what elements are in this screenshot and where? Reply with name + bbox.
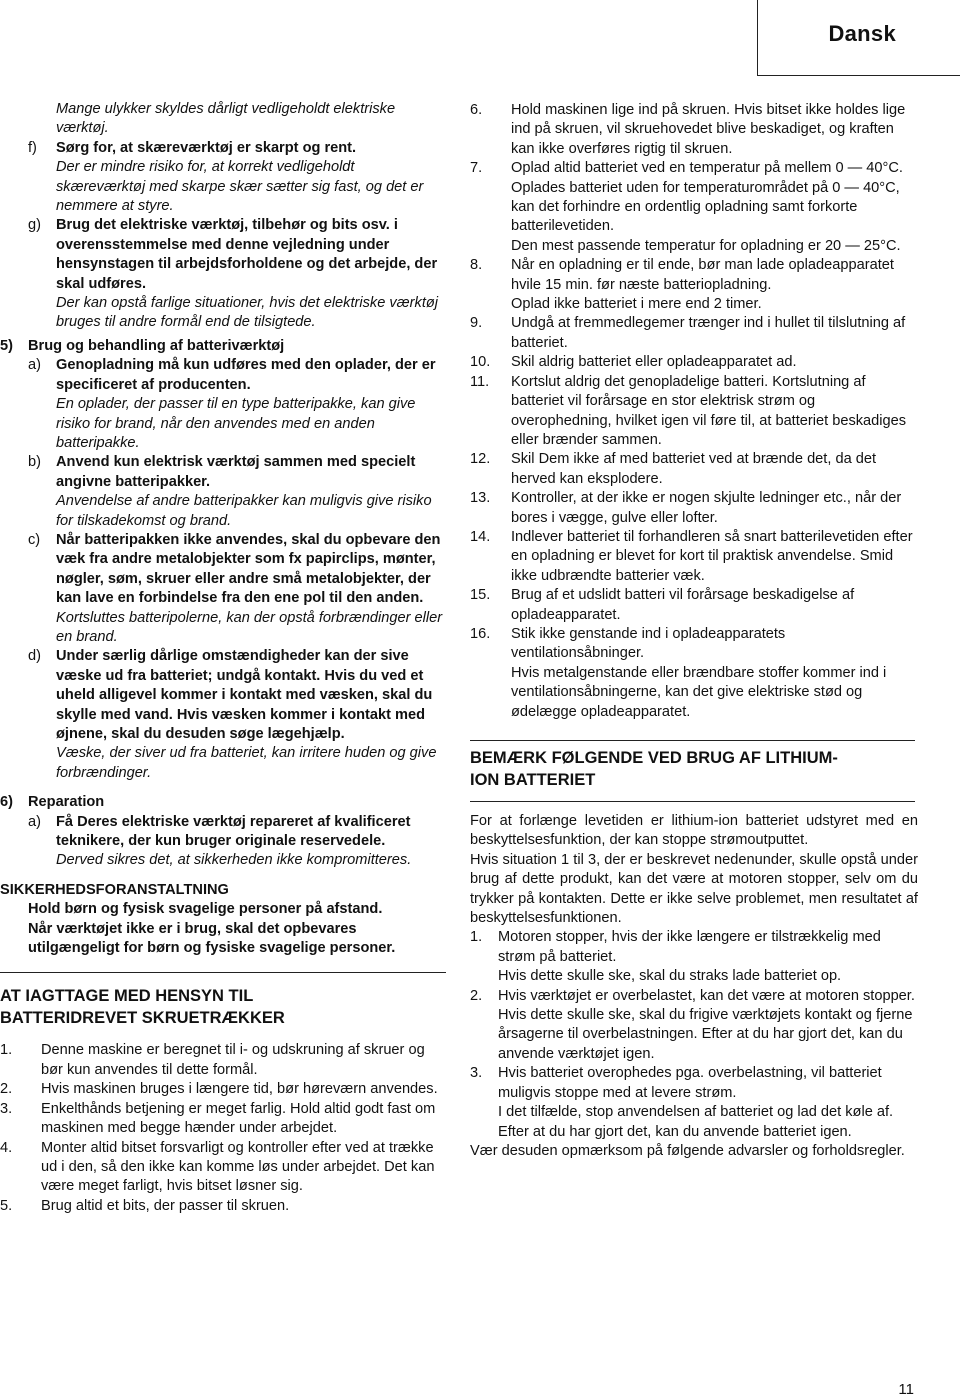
right-list-item: 9. Undgå at fremmedlegemer trænger ind i hullet til tilslutning af batteriet. [470,315,906,351]
item-5d: d) Under særlig dårlige omstændigheder kan der sive væske ud fra batteriet; undgå kontakt. Hvis du ved et uheld alligevel kommer i kontakt med væsken, skal du skylle med vand. Hvis væsken kommer i kontakt med øjnene, skal du desuden søge lægehjælp. Væske, der siver ud fra batteriet, kan irritere huden og give forbrændinger. [28,648,437,781]
lithium-list-item: 2. Hvis værktøjet er overbelastet, kan det være at motoren stopper. Hvis dette skulle ske, skal du frigive værktøjets kontakt og fjerne årsagerne til overbelastningen. Efter at du har gjort det, kan du anvende værktøjet igen. [470,987,915,1062]
section-heading-battery-screwdriver: AT IAGTTAGE MED HENSYN TIL BATTERIDREVET SKRUETRÆKKER [0,987,285,1028]
right-list-item: 6. Hold maskinen lige ind på skruen. Hvis bitset ikke holdes lige ind på skruen, vil skruehovedet blive beskadiget, og kraften kan ikke overføres rigtig til skruen. [470,102,906,157]
left-numbered-list [0,1041,446,1216]
language-tab [757,0,960,76]
right-list-item: 16. Stik ikke genstande ind i opladeapparatets ventilationsåbninger. Hvis metalgenstande eller brændbare stoffer kommer ind i ventilationsåbningerne, kan det give elektriske stød og ødelægge opladeapparatet. [470,625,887,720]
lithium-outro: Vær desuden opmærksom på følgende advarsler og forholdsregler. [470,1142,905,1159]
lithium-intro-1: For at forlænge levetiden er lithium-ion batteriet udstyret med en beskyttelsesfunktion, der kan stoppe strømoutputtet. [470,813,918,849]
left-list-item: 1. Denne maskine er beregnet til i- og udskruning af skruer og bør kun anvendes til dette formål. [0,1042,425,1078]
right-numbered-list [470,101,918,722]
lithium-list [470,928,918,1141]
language-label: Dansk [828,21,896,46]
section-6: 6) Reparation [0,794,105,811]
section-5: 5) Brug og behandling af batteriværktøj [0,337,285,354]
item-6a: a) Få Deres elektriske værktøj repareret af kvalificeret teknikere, der kun bruger originale reservedele. Derved sikres det, at sikkerheden ikke kompromitteres. [28,813,412,869]
page-number: 11 [898,1381,914,1398]
divider-right [470,740,915,741]
right-list-item: 13. Kontroller, at der ikke er nogen skjulte ledninger etc., når der bores i vægge, gulve eller lofter. [470,490,902,526]
left-list-item: 4. Monter altid bitset forsvarligt og kontroller efter ved at trække ud i den, så den ikke kan komme løs under arbejdet. Det kan være meget farligt, hvis bitset løsner sig. [0,1139,435,1195]
safety-title: SIKKERHEDSFORANSTALTNING [0,881,229,898]
section-heading-lithium-ion: BEMÆRK FØLGENDE VED BRUG AF LITHIUM-ION BATTERIET [470,749,838,789]
safety-line-1: Hold børn og fysisk svagelige personer på afstand. [28,901,383,918]
intro-italic: Mange ulykker skyldes dårligt vedligeholdt elektriske værktøj. [56,101,396,137]
lithium-intro-2: Hvis situation 1 til 3, der er beskrevet nedenunder, skulle opstå under brug af dette produkt, kan det være at motoren stopper, selv om du trykker på kontakten. Dette er ikke selve problemet, men resultatet af beskyttelsesfunktionen. [470,851,918,927]
right-list-item: 15. Brug af et udslidt batteri vil forårsage beskadigelse af opladeapparatet. [470,587,855,623]
left-list-item: 3. Enkelthånds betjening er meget farlig. Hold altid godt fast om maskinen med begge hænder under arbejdet. [0,1100,436,1137]
right-list-item: 14. Indlever batteriet til forhandleren så snart batterilevetiden efter en opladning er blevet for kort til praktisk anvendelse. Smid ikke udbrændte batterier væk. [470,528,913,584]
right-list-item: 8. Når en opladning er til ende, bør man lade opladeapparatet hvile 15 min. før næste batteriopladning. Oplad ikke batteriet i mere end 2 timer. [470,257,894,313]
divider-right-2 [470,801,915,802]
right-list-item: 7. Oplad altid batteriet ved en temperatur på mellem 0 — 40°C. Oplades batteriet uden for temperaturområdet på 0 — 40°C, kan det forhindre en ordentlig opladning samt forkorte batterilevetiden. Den mest passende temperatur for opladning er 20 — 25°C. [470,160,903,254]
divider-left [0,972,446,973]
item-5a: a) Genopladning må kun udføres med den oplader, der er specificeret af producenten. En oplader, der passer til en type batteripakke, kan give risiko for brand, når den anvendes med en anden batteripakke. [28,357,436,451]
right-column [470,101,918,1161]
item-f: f) Sørg for, at skæreværktøj er skarpt og rent. Der er mindre risiko for, at korrekt vedligeholdt skæreværktøj med skarpe skær sætter sig fast, og det er nemmere at styre. [28,139,424,215]
item-5c: c) Når batteripakken ikke anvendes, skal du opbevare den væk fra andre metalobjekter som fx papirclips, mønter, nøgler, søm, skruer eller andre små metalobjekter, der kan lave en forbindelse fra den ene pol til den anden. Kortsluttes batteripolerne, kan der opstå forbrændinger eller en brand. [28,531,443,645]
left-column [0,100,446,1216]
right-list-item: 11. Kortslut aldrig det genopladelige batteri. Kortslutning af batteriet vil forårsage en stor elektrisk strøm og overophedning, hvilket igen vil føre til, at batteriet beskadiges eller brænder sammen. [470,373,907,448]
lithium-list-item: 1. Motoren stopper, hvis der ikke længere er tilstrækkelig med strøm på batteriet. Hvis dette skulle ske, skal du straks lade batteriet op. [470,929,881,985]
left-list-item: 2. Hvis maskinen bruges i længere tid, bør høreværn anvendes. [0,1081,438,1098]
right-list-item: 12. Skil Dem ikke af med batteriet ved at brænde det, da det herved kan eksplodere. [470,451,877,487]
safety-line-2: Når værktøjet ikke er i brug, skal det opbevares utilgængeligt for børn og fysiske svagelige personer. [28,920,396,957]
lithium-list-item: 3. Hvis batteriet overophedes pga. overbelastning, vil batteriet muligvis stoppe med at levere strøm. I det tilfælde, stop anvendelsen af batteriet og lad det køle af. Efter at du har gjort det, kan du anvende batteriet igen. [470,1065,894,1140]
left-list-item: 5. Brug altid et bits, der passer til skruen. [0,1197,290,1214]
right-list-item: 10. Skil aldrig batteriet eller opladeapparatet ad. [470,354,797,371]
item-g: g) Brug det elektriske værktøj, tilbehør og bits osv. i overensstemmelse med denne vejledning under hensynstagen til arbejdsforholdene og det arbejde, der skal udføres. Der kan opstå farlige situationer, hvis det elektriske værktøj bruges til andre formål end de tilsigtede. [28,217,439,331]
item-5b: b) Anvend kun elektrisk værktøj sammen med specielt angivne batteripakker. Anvendelse af andre batteripakker kan muligvis give risiko for tilskadekomst og brand. [28,454,432,529]
